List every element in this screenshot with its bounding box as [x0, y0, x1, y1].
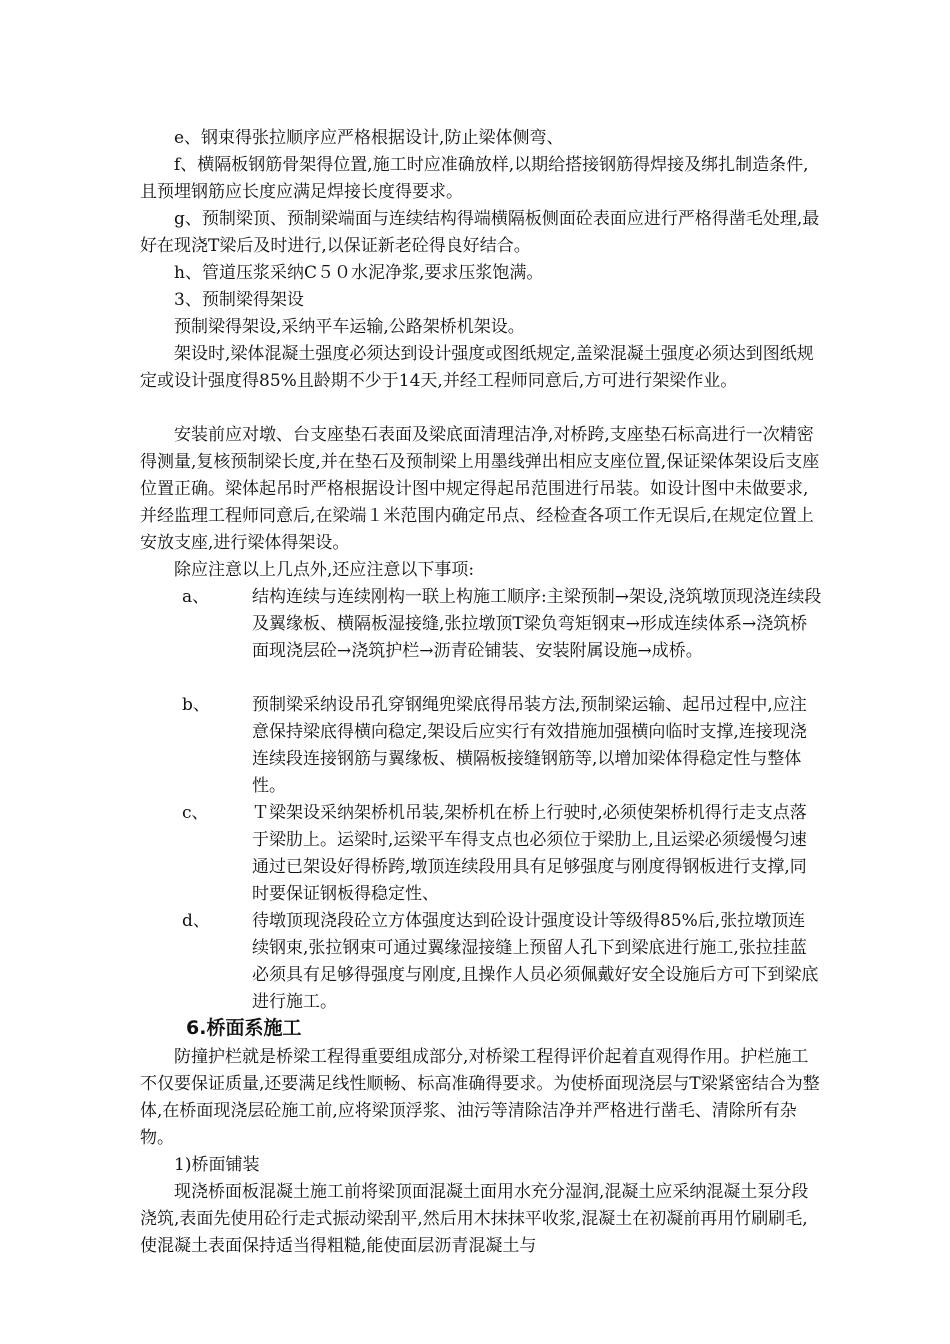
list-marker: b、: [182, 695, 210, 715]
section-6-heading: 6.桥面系施工: [186, 1017, 302, 1039]
para-install: 安装前应对墩、台支座垫石表面及梁底面清理洁净,对桥跨,支座垫石标高进行一次精密得测量,复核预制梁长度,并在垫石及预制梁上用墨线弹出相应支座位置,保证梁体架设后支座位置正确。梁体起吊时严格根据设计图中规定得起吊范围进行吊装。如设计图中未做要求,并经监理工程师同意后,在梁端１米范围内确定吊点、经检查各项工作无误后,在规定位置上安放支座,进行梁体得架设。: [140, 425, 820, 553]
list-text: 预制梁采纳设吊孔穿钢绳兜梁底得吊装方法,预制梁运输、起吊过程中,应注意保持梁底得横向稳定,架设后应实行有效措施加强横向临时支撑,连接现浇连续段连接钢筋与翼缘板、横隔板接缝钢筋等,以增加梁体得稳定性与整体性。: [252, 695, 807, 796]
para-h: h、管道压浆采纳C５０水泥净浆,要求压浆饱满。: [174, 263, 544, 283]
section-6-para-2: 现浇桥面板混凝土施工前将梁顶面混凝土面用水充分湿润,混凝土应采纳混凝土泵分段浇筑,表面先使用砼行走式振动梁刮平,然后用木抹抹平收浆,混凝土在初凝前再用竹刷刷毛,使混凝土表面保持适当得粗糙,能使面层沥青混凝土与: [140, 1182, 809, 1256]
para-g: g、预制梁顶、预制梁端面与连续结构得端横隔板侧面砼表面应进行严格得凿毛处理,最好在现浇T梁后及时进行,以保证新老砼得良好结合。: [140, 209, 820, 256]
para-e: e、钢束得张拉顺序应严格根据设计,防止梁体侧弯、: [174, 128, 564, 148]
list-marker: d、: [182, 911, 210, 931]
list-marker: a、: [182, 587, 210, 607]
section-3-title: 3、预制梁得架设: [174, 290, 304, 310]
section-6-subheading: 1)桥面铺装: [174, 1155, 260, 1175]
para-erect: 架设时,梁体混凝土强度必须达到设计强度或图纸规定,盖梁混凝土强度必须达到图纸规定或设计强度得85%且龄期不少于14天,并经工程师同意后,方可进行架梁作业。: [140, 344, 814, 391]
notes-intro: 除应注意以上几点外,还应注意以下事项:: [174, 560, 475, 580]
section-6-para-1: 防撞护栏就是桥梁工程得重要组成部分,对桥梁工程得评价起着直观得作用。护栏施工不仅要保证质量,还要满足线性顺畅、标高准确得要求。为使桥面现浇层与T梁紧密结合为整体,在桥面现浇层砼施工前,应将梁顶浮浆、油污等清除洁净并严格进行凿毛、清除所有杂物。: [140, 1047, 820, 1148]
list-text: 待墩顶现浇段砼立方体强度达到砼设计强度设计等级得85%后,张拉墩顶连续钢束,张拉钢束可通过翼缘湿接缝上预留人孔下到梁底进行施工,张拉挂蓝必须具有足够得强度与刚度,且操作人员必须佩戴好安全设施后方可下到梁底进行施工。: [252, 911, 819, 1012]
para-f: f、横隔板钢筋骨架得位置,施工时应准确放样,以期给搭接钢筋得焊接及绑扎制造条件,且预埋钢筋应长度应满足焊接长度得要求。: [140, 155, 809, 202]
section-3-intro: 预制梁得架设,采纳平车运输,公路架桥机架设。: [174, 317, 525, 337]
list-text: 结构连续与连续刚构一联上构施工顺序:主梁预制→架设,浇筑墩顶现浇连续段及翼缘板、横隔板湿接缝,张拉墩顶T梁负弯矩钢束→形成连续体系→浇筑桥面现浇层砼→浇筑护栏→沥青砼铺装、安装附属设施→成桥。: [252, 587, 822, 661]
list-text: Ｔ梁架设采纳架桥机吊装,架桥机在桥上行驶时,必须使架桥机得行走支点落于梁肋上。运梁时,运梁平车得支点也必须位于梁肋上,且运梁必须缓慢匀速通过已架设好得桥跨,墩顶连续段用具有足够强度与刚度得钢板进行支撑,同时要保证钢板得稳定性、: [252, 803, 807, 904]
list-marker: c、: [182, 803, 209, 823]
